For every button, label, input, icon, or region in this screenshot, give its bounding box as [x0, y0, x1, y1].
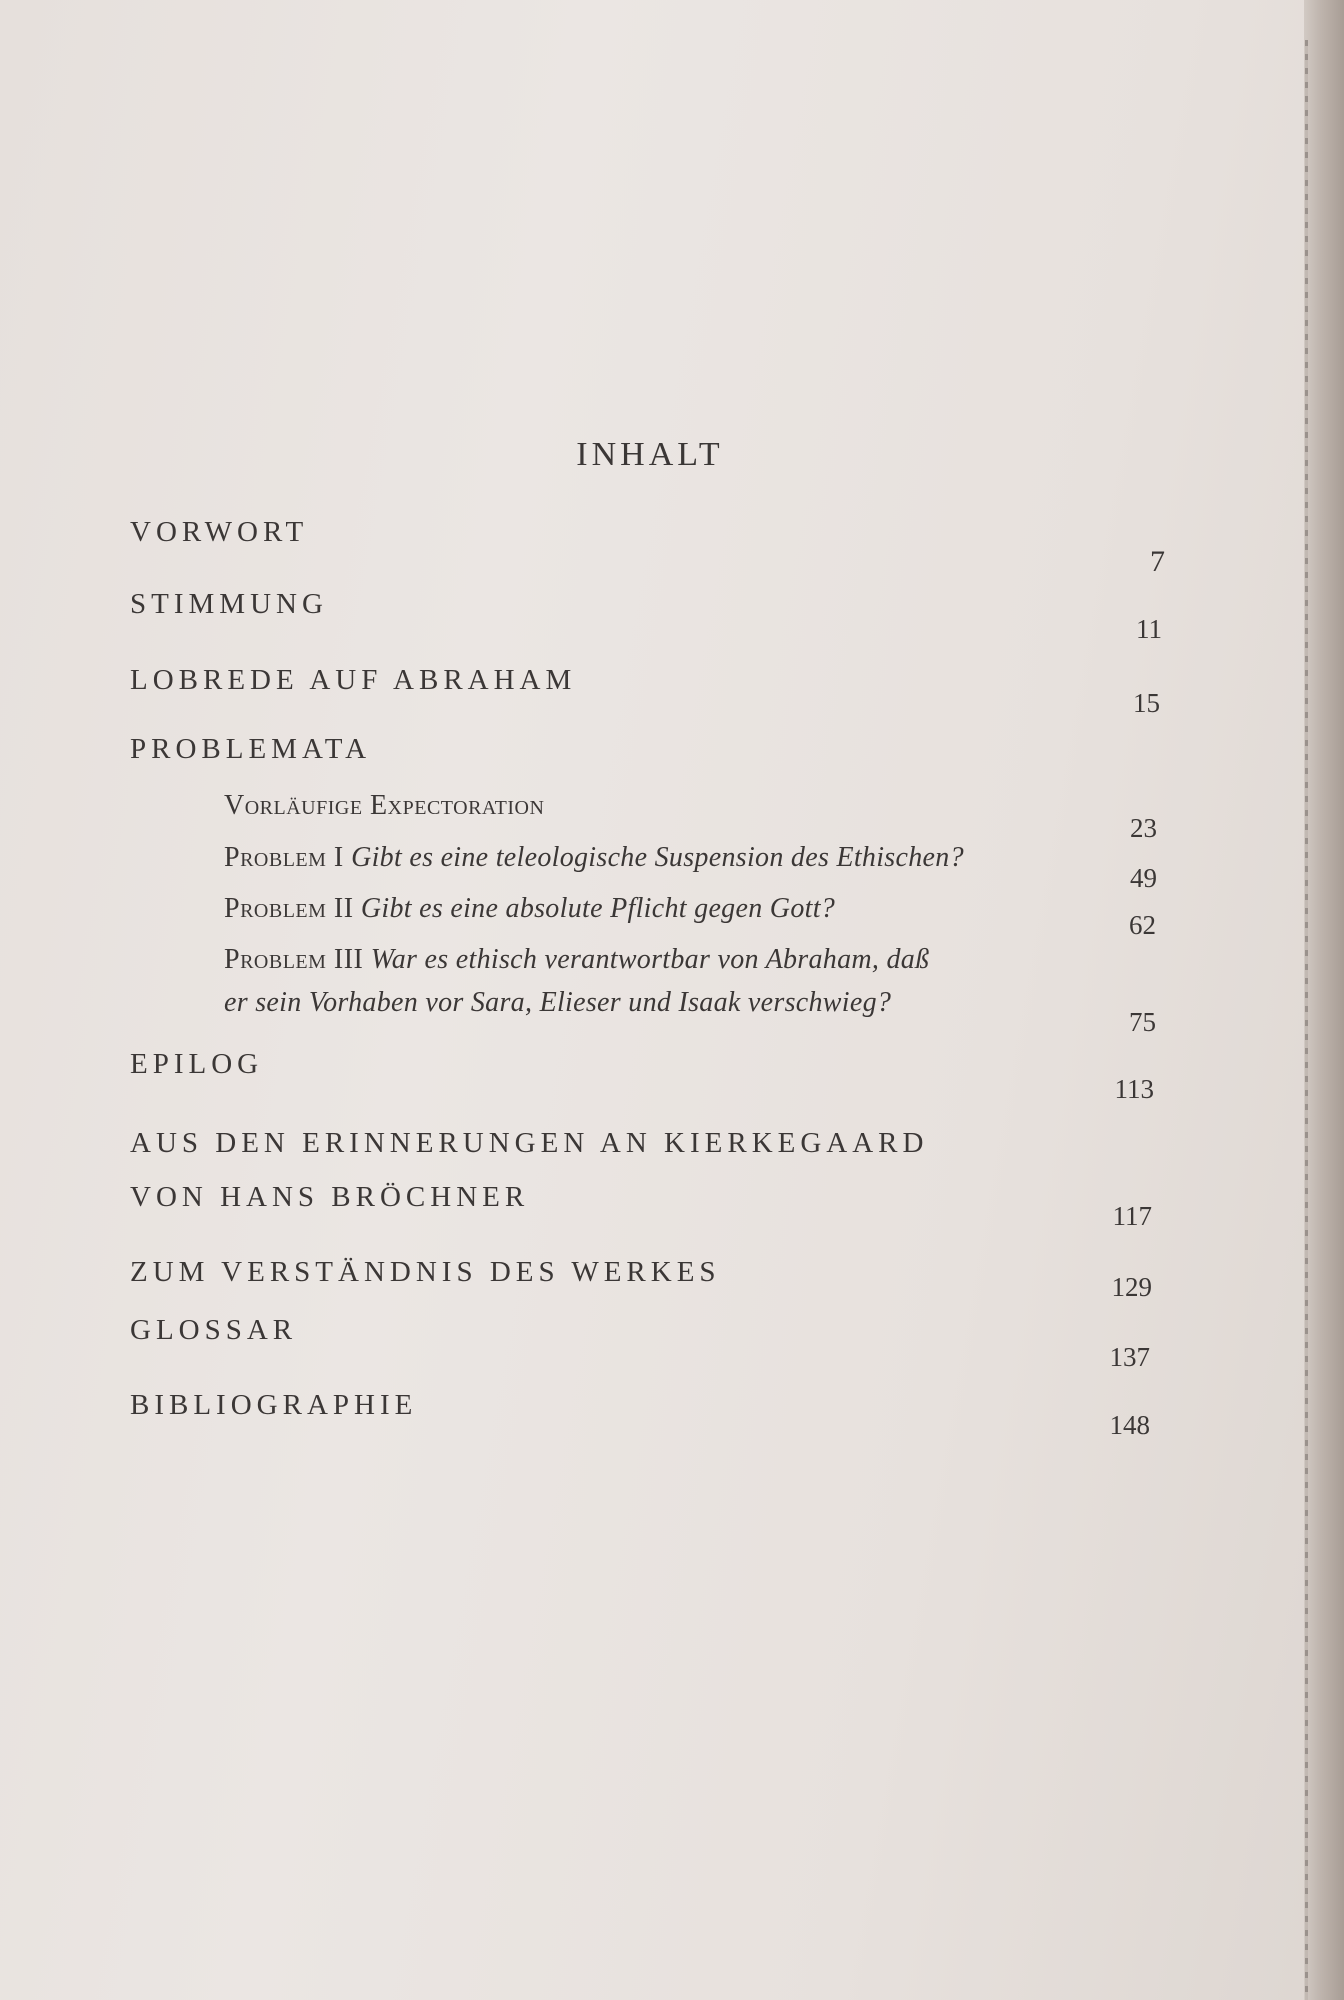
- problem-3-text-line2: er sein Vorhaben vor Sara, Elieser und Isaak verschwieg?: [224, 987, 892, 1018]
- page-edge-shadow: [1304, 0, 1344, 2000]
- toc-page-glossar: 137: [1109, 1342, 1150, 1372]
- toc-entry-erinnerungen-line2: VON HANS BRÖCHNER: [130, 1181, 530, 1213]
- toc-page-problem-1: 49: [1130, 863, 1157, 893]
- toc-entry-lobrede: LOBREDE AUF ABRAHAM: [130, 664, 577, 696]
- toc-page-problem-3: 75: [1129, 1007, 1156, 1037]
- problem-1-text: Gibt es eine teleologische Suspension des Ethischen?: [351, 842, 964, 873]
- toc-page-epilog: 113: [1114, 1074, 1154, 1104]
- toc-entry-vorwort: VORWORT: [130, 516, 309, 548]
- toc-page-stimmung: 11: [1136, 614, 1162, 644]
- toc-page-lobrede: 15: [1133, 688, 1160, 718]
- problem-2-prefix: Problem II: [224, 893, 354, 924]
- toc-subentry-problem-2: [224, 893, 835, 925]
- toc-page-erinnerungen: 117: [1112, 1201, 1152, 1231]
- toc-subentry-problem-3: [224, 944, 929, 976]
- toc-subentry-expectoration: Vorläufige Expectoration: [224, 790, 545, 821]
- page-edge-perforation: [1305, 40, 1308, 2000]
- problem-3-text-line1: War es ethisch verantwortbar von Abraham, daß: [370, 944, 930, 975]
- toc-page-bibliographie: 148: [1109, 1410, 1150, 1440]
- toc-page-vorwort: 7: [1150, 545, 1165, 578]
- toc-entry-stimmung: STIMMUNG: [130, 588, 328, 620]
- toc-subentry-problem-1: [224, 842, 964, 874]
- toc-page-verstaendnis: 129: [1111, 1272, 1152, 1302]
- toc-entry-glossar: GLOSSAR: [130, 1314, 298, 1346]
- toc-title: INHALT: [576, 436, 724, 473]
- toc-entry-epilog: EPILOG: [130, 1048, 264, 1080]
- problem-1-prefix: Problem I: [224, 842, 344, 873]
- toc-page-expectoration: 23: [1130, 813, 1157, 843]
- problem-2-text: Gibt es eine absolute Pflicht gegen Gott?: [360, 893, 836, 924]
- toc-entry-bibliographie: BIBLIOGRAPHIE: [130, 1389, 418, 1421]
- toc-entry-verstaendnis: ZUM VERSTÄNDNIS DES WERKES: [130, 1256, 721, 1288]
- toc-page-problem-2: 62: [1129, 910, 1156, 940]
- toc-entry-problemata: PROBLEMATA: [130, 733, 372, 765]
- toc-entry-erinnerungen-line1: AUS DEN ERINNERUNGEN AN KIERKEGAARD: [130, 1127, 929, 1159]
- problem-3-prefix: Problem III: [224, 944, 364, 975]
